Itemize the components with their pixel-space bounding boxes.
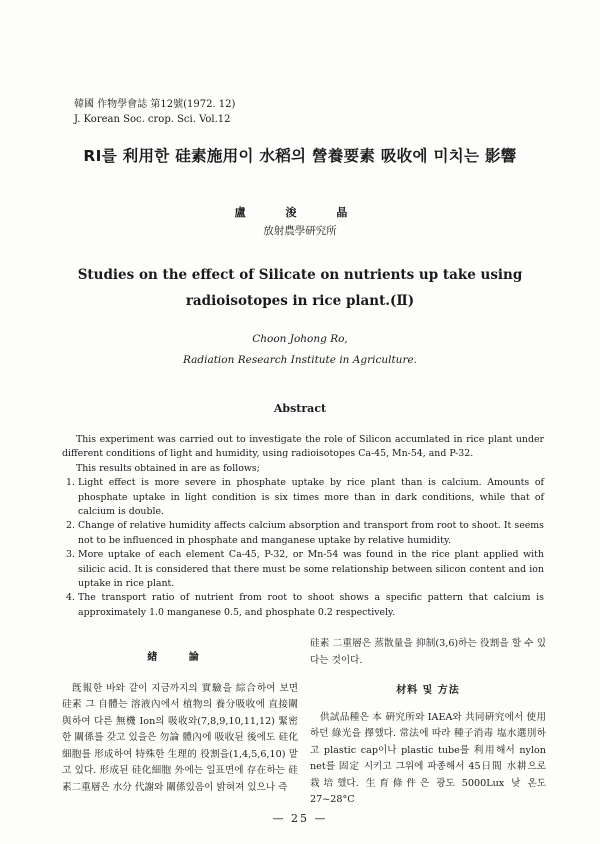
- page-number: — 25 —: [272, 812, 328, 825]
- result-text: Change of relative humidity affects calcium absorption and transport from root to shoot. It seems not to be influenced in phosphate and manganese uptake by relative humidity.: [78, 520, 544, 546]
- left-column: [62, 650, 298, 796]
- right-column-continuation: 硅素 二重層은 蒸散量을 抑制(3,6)하는 役割을 할 수 있다는 것이다.: [310, 638, 546, 666]
- abstract-results-intro: This results obtained in are as follows;: [76, 462, 260, 474]
- title-english-line-1: Studies on the effect of Silicate on nutrients up take using: [77, 267, 523, 283]
- result-number: 4.: [66, 592, 75, 604]
- result-item: [62, 548, 544, 591]
- institute-korean: 放射農學硏究所: [263, 225, 337, 237]
- result-number: 1.: [66, 477, 75, 489]
- right-column: [310, 636, 546, 809]
- title-korean: RI를 利用한 硅素施用이 水稻의 營養要素 吸收에 미치는 影響: [83, 147, 517, 165]
- author-korean: 盧 浚 晶: [234, 206, 366, 219]
- journal-citation: [74, 97, 235, 127]
- result-text: The transport ratio of nutrient from root to shoot shows a specific pattern that calcium is approximately 1.0 manganese 0.5, and phosphate 0.2 respectively.: [78, 592, 544, 618]
- journal-citation-korean: 韓國 作物學會誌 第12號(1972. 12): [74, 99, 236, 110]
- result-item: [62, 519, 544, 548]
- abstract-heading: Abstract: [273, 402, 327, 415]
- result-number: 2.: [66, 520, 75, 532]
- result-item: [62, 476, 544, 519]
- abstract-body: [62, 433, 544, 620]
- introduction-text: 旣報한 바와 같이 지금까지의 實驗을 綜合하여 보면 硅素 그 自體는 溶液內에서 植物의 養分吸收에 直接關與하여 다른 無機 Ion의 吸收와(7,8,9,10,11,12) 緊密한 關係를 갖고 있을은 勿論 體內에 吸收된 後에도 硅化細胞를 形成하여 特殊한 生理的 役割을(1,4,5,6,10) 맡고 있다. 形成된 硅化細胞 外에는 일표면에 存在하는 硅素二重層은 水分 代謝와 關係있음이 밝혀져 있으나 즉: [62, 682, 298, 793]
- journal-citation-english: J. Korean Soc. crop. Sci. Vol.12: [74, 114, 231, 125]
- author-english: Choon Johong Ro,: [252, 333, 348, 345]
- abstract-intro: This experiment was carried out to investigate the role of Silicon accumlated in rice plant under different conditions of light and humidity, using radioisotopes Ca-45, Mn-54, and P-32.: [62, 434, 544, 460]
- result-number: 3.: [66, 549, 75, 561]
- introduction-heading: 緖 論: [147, 652, 213, 663]
- result-text: More uptake of each element Ca-45, P-32, or Mn-54 was found in the rice plant applied with silicic acid. It is considered that there must be some relationship between silicon content and ion uptake in rice plant.: [78, 549, 544, 590]
- methods-heading: 材料 및 方法: [396, 685, 460, 696]
- title-english: [0, 262, 600, 314]
- title-english-line-2: radioisotopes in rice plant.(Ⅱ): [185, 293, 415, 309]
- methods-text: 供試品種은 本 硏究所와 IAEA와 共同硏究에서 使用하던 綠光을 擇했다. 常法에 따라 種子消毒 塩水選別하고 plastic cap이나 plastic tube를 利用해서 nylon net를 固定 시키고 그위에 파종해서 45日間 水耕으로 栽培했다. 生育條件은 광도 5000Lux 낮 온도 27~28°C: [310, 711, 546, 805]
- result-text: Light effect is more severe in phosphate uptake by rice plant than is calcium. Amounts of phosphate uptake in light condition is six times more than in dark conditions, while that of calcium is double.: [78, 477, 544, 518]
- result-item: [62, 591, 544, 620]
- institute-english: Radiation Research Institute in Agriculture.: [182, 354, 418, 366]
- results-list: [62, 476, 544, 620]
